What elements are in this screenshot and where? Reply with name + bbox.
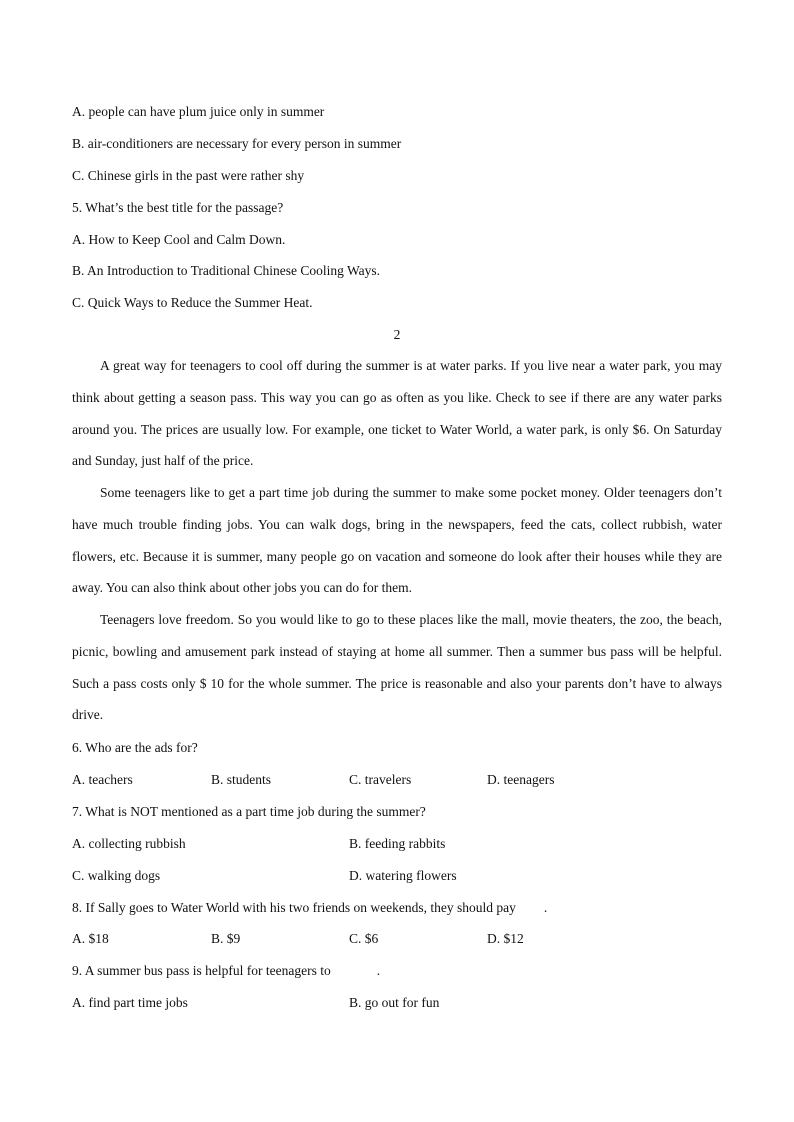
question-8-end: . (543, 900, 548, 915)
question-9-end: . (376, 963, 381, 978)
question-7: 7. What is NOT mentioned as a part time job during the summer? (72, 804, 426, 819)
q8-option-a: A. $18 (72, 931, 109, 946)
passage-paragraph-1: A great way for teenagers to cool off during the summer is at water parks. If you live near a water park, you may think about getting a season pass. This way you can go as often as you like. Check to see if there are any water parks around you. The prices are usually low. For example, one ticket to Water World, a water park, is only $6. On Saturday and Sunday, just half of the price. (72, 358, 722, 469)
passage-paragraph-3: Teenagers love freedom. So you would like to go to these places like the mall, movie theaters, the zoo, the beach, picnic, bowling and amusement park instead of staying at home all summer. Then a summer bus pass will be helpful. Such a pass costs only $ 10 for the whole summer. The price is reasonable and also your parents don’t have to always drive. (72, 612, 722, 723)
question-8-text: 8. If Sally goes to Water World with his two friends on weekends, they should pay (72, 900, 516, 915)
question-6: 6. Who are the ads for? (72, 740, 198, 755)
q6-option-b: B. students (211, 772, 272, 787)
q8-option-b: B. $9 (211, 931, 241, 946)
question-9 (72, 963, 380, 979)
section-number: 2 (393, 327, 401, 342)
q9-option-b: B. go out for fun (349, 995, 440, 1010)
q8-option-c: C. $6 (349, 931, 379, 946)
question-5: 5. What’s the best title for the passage? (72, 200, 284, 215)
q8-option-d: D. $12 (487, 931, 524, 946)
prev-option-c: C. Chinese girls in the past were rather shy (72, 168, 305, 183)
q5-option-a: A. How to Keep Cool and Calm Down. (72, 232, 286, 247)
q6-option-c: C. travelers (349, 772, 412, 787)
q5-option-b: B. An Introduction to Traditional Chinese Cooling Ways. (72, 263, 381, 278)
q7-option-c: C. walking dogs (72, 868, 161, 883)
q9-option-a: A. find part time jobs (72, 995, 188, 1010)
prev-option-a: A. people can have plum juice only in summer (72, 104, 325, 119)
q7-option-b: B. feeding rabbits (349, 836, 446, 851)
q7-option-d: D. watering flowers (349, 868, 457, 883)
question-9-text: 9. A summer bus pass is helpful for teenagers to (72, 963, 331, 978)
q6-option-a: A. teachers (72, 772, 133, 787)
passage-paragraph-2: Some teenagers like to get a part time job during the summer to make some pocket money. Older teenagers don’t have much trouble finding jobs. You can walk dogs, bring in the newspapers, feed the cats, collect rubbish, water flowers, etc. Because it is summer, many people go on vacation and someone do look after their houses while they are away. You can also think about other jobs you can do for them. (72, 485, 722, 596)
q5-option-c: C. Quick Ways to Reduce the Summer Heat. (72, 295, 313, 310)
prev-option-b: B. air-conditioners are necessary for every person in summer (72, 136, 402, 151)
q6-option-d: D. teenagers (487, 772, 555, 787)
q7-option-a: A. collecting rubbish (72, 836, 186, 851)
question-8 (72, 900, 547, 916)
